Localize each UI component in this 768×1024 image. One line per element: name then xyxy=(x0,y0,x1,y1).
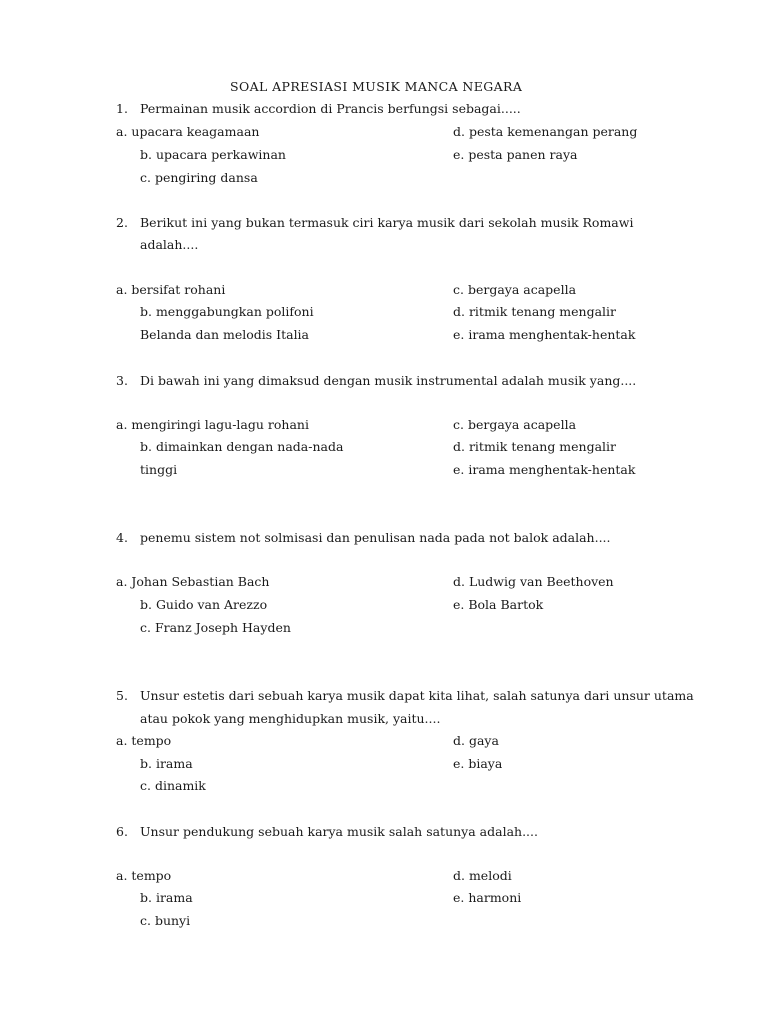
option-e: e. pesta panen raya xyxy=(453,147,578,162)
option-c: c. bergaya acapella xyxy=(453,282,577,297)
option-c: c. pengiring dansa xyxy=(140,170,258,185)
question-number: 4. xyxy=(116,530,128,545)
option-c: c. Franz Joseph Hayden xyxy=(140,620,291,635)
option-b-continued: Belanda dan melodis Italia xyxy=(140,327,310,342)
option-e: e. harmoni xyxy=(453,890,522,905)
option-c: c. bunyi xyxy=(140,913,191,928)
option-d: d. gaya xyxy=(453,733,499,748)
question-text: Di bawah ini yang dimaksud dengan musik instrumental adalah musik yang.... xyxy=(140,373,637,388)
option-b: b. upacara perkawinan xyxy=(140,147,286,162)
question-text: Berikut ini yang bukan termasuk ciri karya musik dari sekolah musik Romawi xyxy=(140,215,634,230)
option-b: b. menggabungkan polifoni xyxy=(140,304,314,319)
option-e: e. biaya xyxy=(453,756,503,771)
option-c: c. dinamik xyxy=(140,778,206,793)
question-text: penemu sistem not solmisasi dan penulisan nada pada not balok adalah.... xyxy=(140,530,611,545)
question-text: Unsur estetis dari sebuah karya musik dapat kita lihat, salah satunya dari unsur utama xyxy=(140,688,694,703)
option-b-continued: tinggi xyxy=(140,462,178,477)
option-a: a. bersifat rohani xyxy=(116,282,226,297)
option-d: d. ritmik tenang mengalir xyxy=(453,304,617,319)
question-text: Unsur pendukung sebuah karya musik salah satunya adalah.... xyxy=(140,824,538,839)
question-number: 6. xyxy=(116,824,128,839)
question-number: 3. xyxy=(116,373,128,388)
option-d: d. Ludwig van Beethoven xyxy=(453,574,614,589)
question-number: 1. xyxy=(116,101,128,116)
option-d: d. ritmik tenang mengalir xyxy=(453,439,617,454)
option-c: c. bergaya acapella xyxy=(453,417,577,432)
option-d: d. melodi xyxy=(453,868,512,883)
option-e: e. irama menghentak-hentak xyxy=(453,462,636,477)
question-number: 2. xyxy=(116,215,128,230)
question-text-continued: adalah.... xyxy=(140,237,199,252)
question-text: Permainan musik accordion di Prancis berfungsi sebagai..... xyxy=(140,101,521,116)
option-b: b. irama xyxy=(140,756,193,771)
option-b: b. dimainkan dengan nada-nada xyxy=(140,439,344,454)
option-a: a. mengiringi lagu-lagu rohani xyxy=(116,417,309,432)
option-a: a. tempo xyxy=(116,733,172,748)
option-e: e. irama menghentak-hentak xyxy=(453,327,636,342)
question-number: 5. xyxy=(116,688,128,703)
option-b: b. irama xyxy=(140,890,193,905)
option-a: a. upacara keagamaan xyxy=(116,124,260,139)
question-text-continued: atau pokok yang menghidupkan musik, yaitu.... xyxy=(140,711,441,726)
option-b: b. Guido van Arezzo xyxy=(140,597,268,612)
option-a: a. tempo xyxy=(116,868,172,883)
option-e: e. Bola Bartok xyxy=(453,597,544,612)
option-a: a. Johan Sebastian Bach xyxy=(116,574,270,589)
option-d: d. pesta kemenangan perang xyxy=(453,124,638,139)
page-title: SOAL APRESIASI MUSIK MANCA NEGARA xyxy=(230,79,523,94)
